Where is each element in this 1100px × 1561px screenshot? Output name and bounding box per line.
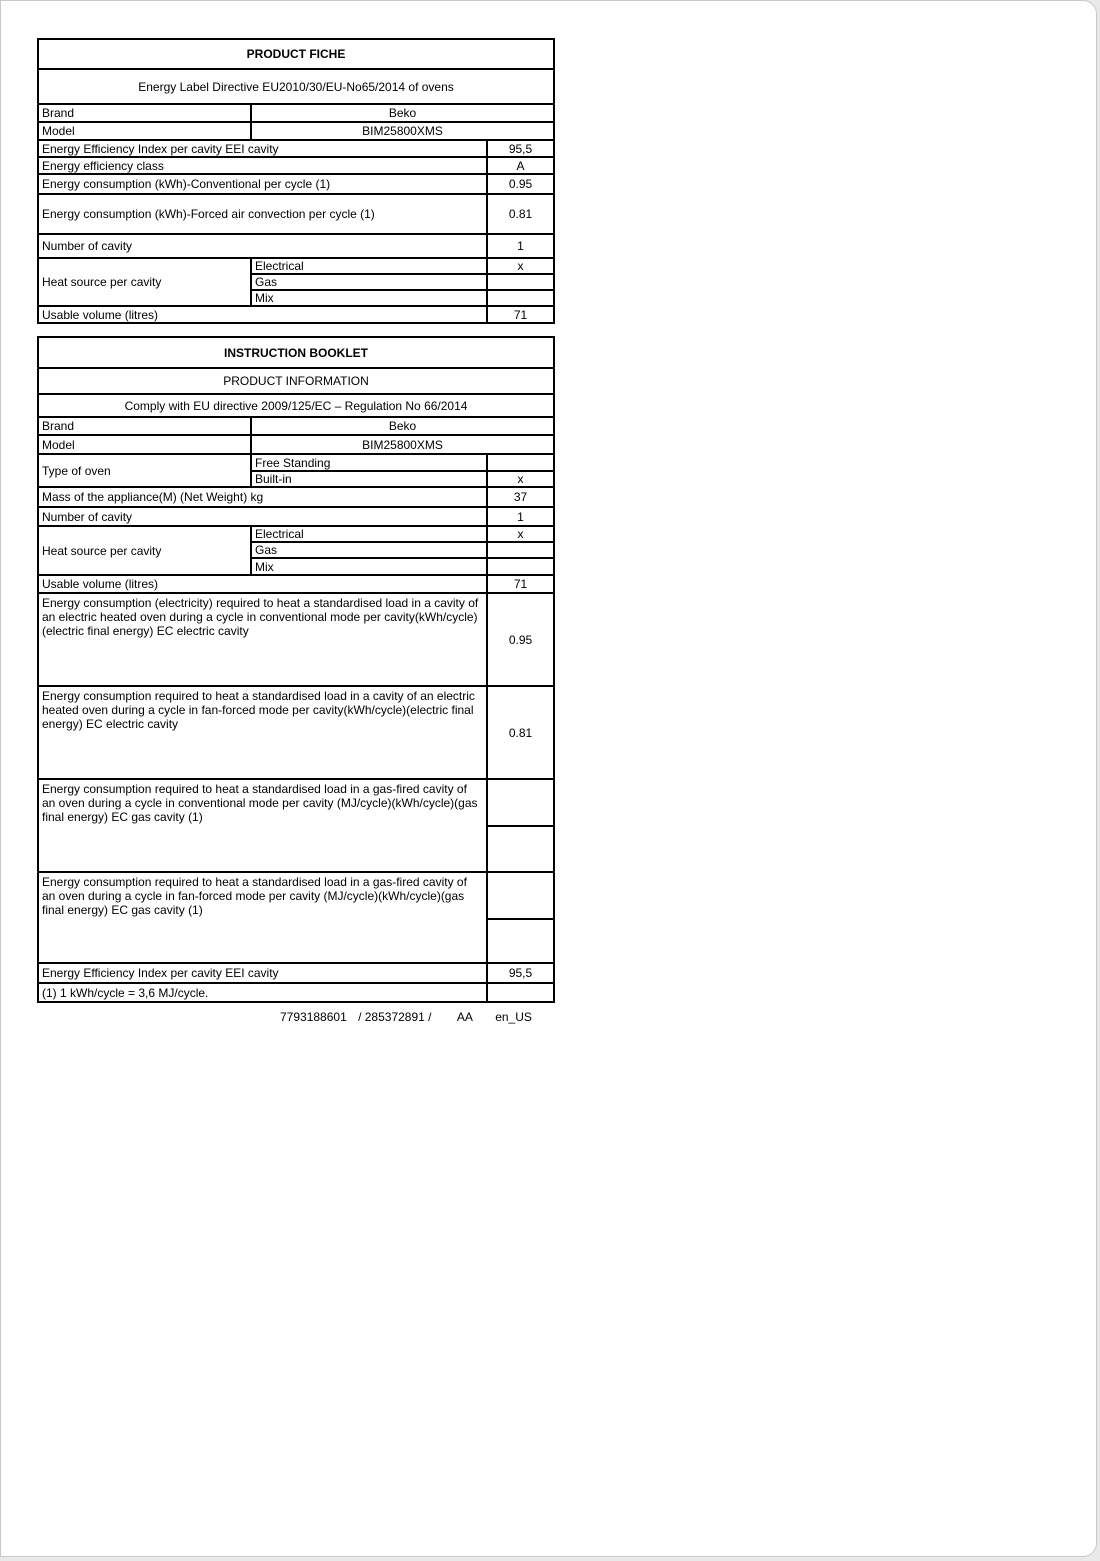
fiche-volume-label: Usable volume (litres) [38,306,487,323]
booklet-type-builtin: Built-in [251,471,487,487]
booklet-heat-electrical: Electrical [251,526,487,542]
booklet-directive: Comply with EU directive 2009/125/EC – Regulation No 66/2014 [38,394,554,417]
footer-locale: en_US [495,1010,532,1024]
booklet-footnote: (1) 1 kWh/cycle = 3,6 MJ/cycle. [38,983,487,1002]
fiche-volume-value: 71 [487,306,554,323]
booklet-type-label: Type of oven [38,454,251,487]
booklet-eei-label: Energy Efficiency Index per cavity EEI cavity [38,963,487,983]
footer-part-number: / 285372891 / [358,1010,432,1024]
fiche-forced-label: Energy consumption (kWh)-Forced air convection per cycle (1) [38,194,487,234]
fiche-conventional-label: Energy consumption (kWh)-Conventional per cycle (1) [38,174,487,194]
fiche-heat-electrical: Electrical [251,258,487,274]
booklet-type-builtin-value: x [487,471,554,487]
booklet-heat-gas: Gas [251,542,487,558]
booklet-subtitle: PRODUCT INFORMATION [38,368,554,394]
instruction-booklet-table [37,336,555,1003]
booklet-ec-electric-conventional-label: Energy consumption (electricity) required to heat a standardised load in a cavity of an electric heated oven during a cycle in conventional mode per cavity(kWh/cycle)(electric final energy) EC electric cavity [38,593,487,686]
booklet-ec-electric-conventional-value: 0.95 [487,593,554,686]
booklet-eei-value: 95,5 [487,963,554,983]
fiche-heat-electrical-value: x [487,258,554,274]
booklet-type-free-value [487,454,554,471]
booklet-mass-value: 37 [487,487,554,507]
footer-doc-number: 7793188601 [280,1010,347,1024]
fiche-directive: Energy Label Directive EU2010/30/EU-No65/2014 of ovens [38,69,554,104]
booklet-cavity-label: Number of cavity [38,507,487,526]
booklet-ec-gas-fan-label: Energy consumption required to heat a standardised load in a gas-fired cavity of an oven during a cycle in fan-forced mode per cavity (MJ/cycle)(kWh/cycle)(gas final energy) EC gas cavity (1) [38,872,487,963]
booklet-volume-label: Usable volume (litres) [38,575,487,593]
booklet-ec-gas-fan-kwh [487,919,554,963]
fiche-heat-gas-value [487,274,554,290]
fiche-model-value: BIM25800XMS [251,122,554,140]
document-footer [280,1010,532,1024]
fiche-class-value: A [487,157,554,174]
fiche-title: PRODUCT FICHE [38,39,554,69]
booklet-type-free: Free Standing [251,454,487,471]
fiche-brand-value: Beko [251,104,554,122]
booklet-ec-gas-conventional-label: Energy consumption required to heat a standardised load in a gas-fired cavity of an oven during a cycle in conventional mode per cavity (MJ/cycle)(kWh/cycle)(gas final energy) EC gas cavity (1) [38,779,487,872]
booklet-model-value: BIM25800XMS [251,435,554,454]
fiche-conventional-value: 0.95 [487,174,554,194]
booklet-ec-gas-conventional-mj [487,779,554,826]
fiche-class-label: Energy efficiency class [38,157,487,174]
booklet-heat-mix: Mix [251,558,487,575]
booklet-footnote-value [487,983,554,1002]
fiche-cavity-label: Number of cavity [38,234,487,258]
booklet-brand-label: Brand [38,417,251,435]
booklet-volume-value: 71 [487,575,554,593]
booklet-model-label: Model [38,435,251,454]
fiche-forced-value: 0.81 [487,194,554,234]
booklet-ec-electric-fan-value: 0.81 [487,686,554,779]
booklet-ec-gas-conventional-kwh [487,826,554,872]
booklet-heat-electrical-value: x [487,526,554,542]
fiche-heat-label: Heat source per cavity [38,258,251,306]
fiche-heat-mix: Mix [251,290,487,306]
booklet-heat-gas-value [487,542,554,558]
booklet-brand-value: Beko [251,417,554,435]
fiche-model-label: Model [38,122,251,140]
fiche-brand-label: Brand [38,104,251,122]
fiche-eei-value: 95,5 [487,140,554,157]
booklet-heat-label: Heat source per cavity [38,526,251,575]
booklet-title: INSTRUCTION BOOKLET [38,337,554,368]
footer-revision: AA [456,1010,473,1024]
product-fiche-table [37,38,555,324]
booklet-heat-mix-value [487,558,554,575]
booklet-ec-electric-fan-label: Energy consumption required to heat a standardised load in a cavity of an electric heated oven during a cycle in fan-forced mode per cavity(kWh/cycle)(electric final energy) EC electric cavity [38,686,487,779]
fiche-heat-gas: Gas [251,274,487,290]
booklet-cavity-value: 1 [487,507,554,526]
booklet-mass-label: Mass of the appliance(M) (Net Weight) kg [38,487,487,507]
booklet-ec-gas-fan-mj [487,872,554,919]
fiche-cavity-value: 1 [487,234,554,258]
fiche-heat-mix-value [487,290,554,306]
fiche-eei-label: Energy Efficiency Index per cavity EEI cavity [38,140,487,157]
